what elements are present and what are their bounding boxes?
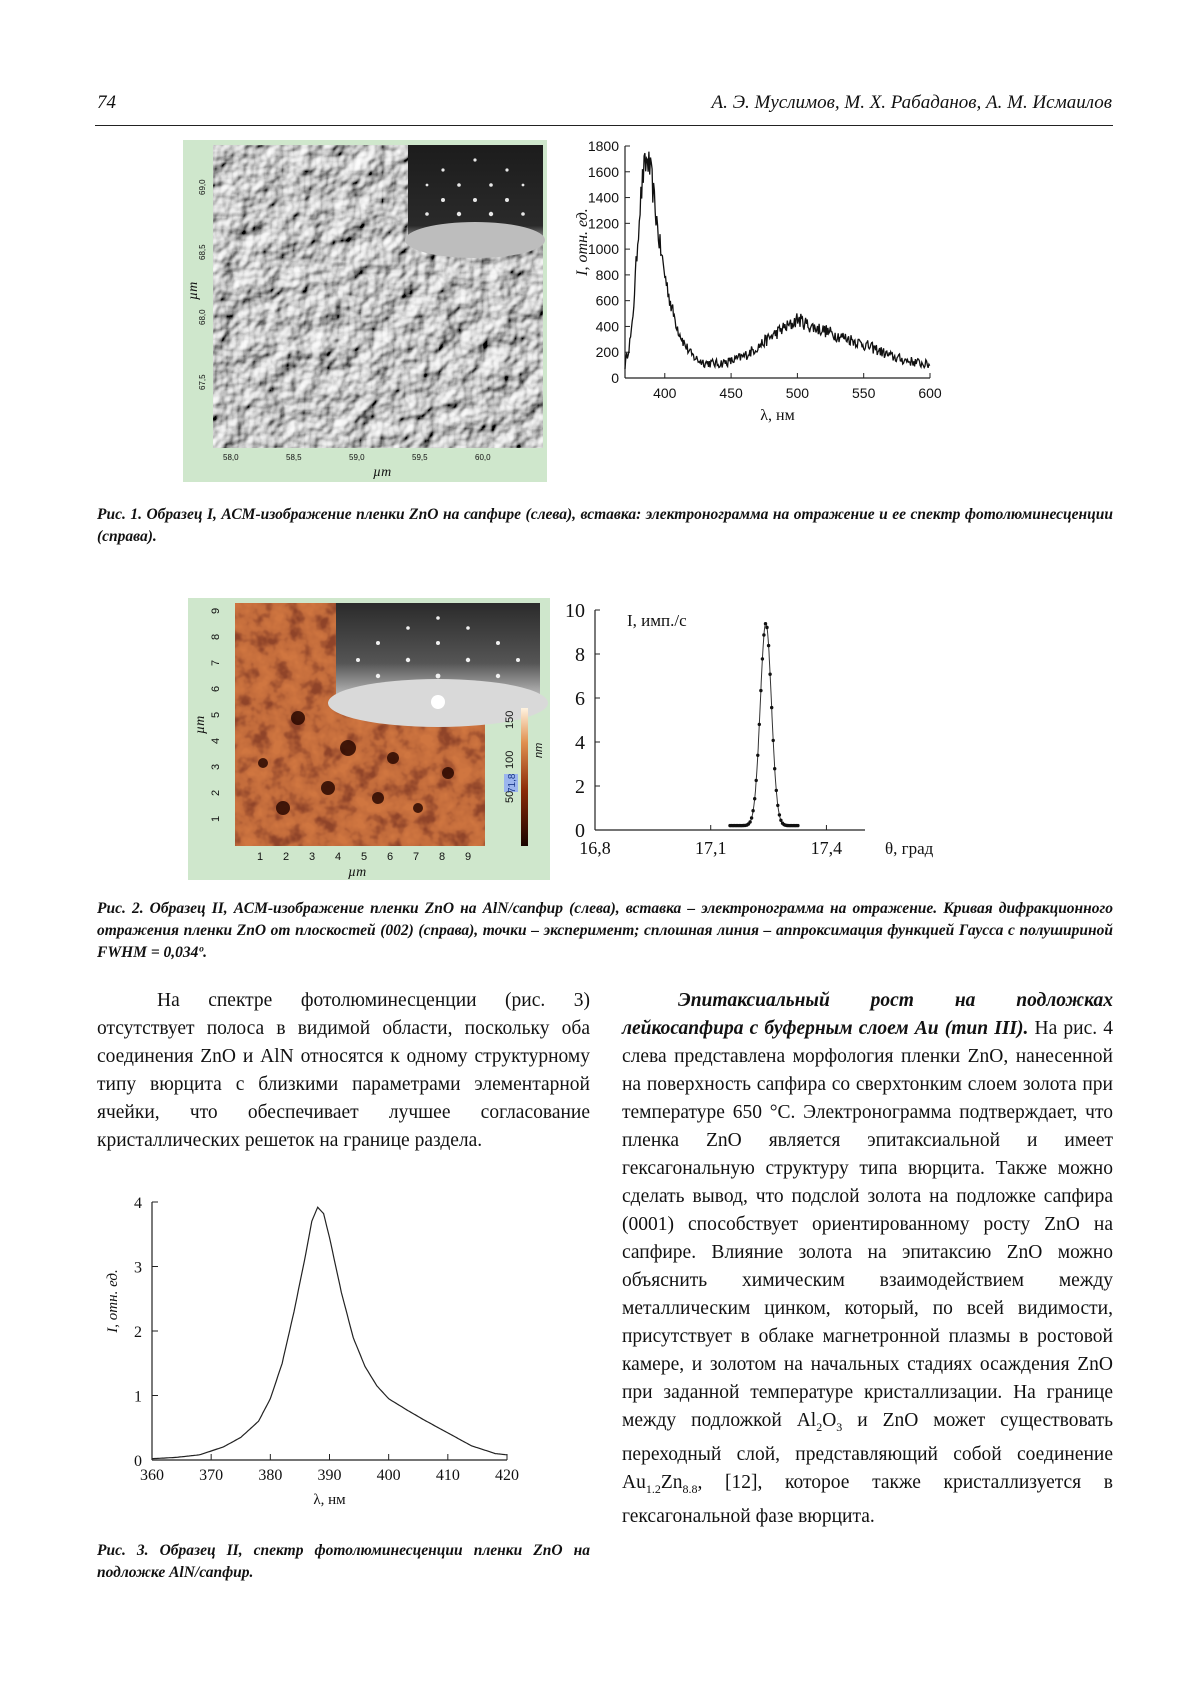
y-tick-label: 600 xyxy=(595,292,619,309)
y-tick-label: 4 xyxy=(575,732,585,754)
y-tick-label: 4 xyxy=(134,1195,142,1212)
x-tick-label: 410 xyxy=(435,1467,460,1484)
x-tick-label: 17,4 xyxy=(810,838,843,858)
data-point xyxy=(758,723,761,726)
y-tick-label: 2 xyxy=(575,776,585,798)
afm2-colorbar xyxy=(521,708,528,846)
afm1-xtick: 60,0 xyxy=(475,453,491,462)
y-tick-label: 3 xyxy=(134,1259,142,1277)
afm1-xlabel: µm xyxy=(373,465,392,480)
afm2-xtick: 6 xyxy=(387,851,394,863)
afm2-xtick: 3 xyxy=(309,851,316,863)
afm1-ytick: 68,5 xyxy=(198,244,207,260)
figure1-caption: Рис. 1. Образец I, АСМ-изображение пленки ZnO на сапфире (слева), вставка: электронограмма на отражение и ее спектр фотолюминесценции (справа). xyxy=(97,506,1113,545)
x-tick-label: 370 xyxy=(199,1467,224,1484)
left-paragraph: На спектре фотолюминесценции (рис. 3) отсутствует полоса в видимой области, поскольку оба соединения ZnO и AlN относятся к одному структурному типу вюрцита с близкими параметрами элементарной ячейки, что обеспечивает лучшее согласование кристаллических решеток на границе раздела. xyxy=(97,990,590,1151)
y-tick-label: 1200 xyxy=(587,215,619,232)
data-point xyxy=(751,809,754,812)
y-axis-label: I, имп./с xyxy=(627,611,687,630)
data-point xyxy=(773,767,776,770)
afm2-scale-tick: 100 xyxy=(504,750,516,769)
afm2-ytick: 4 xyxy=(210,737,222,744)
x-tick-label: 420 xyxy=(495,1467,519,1484)
afm2-xtick: 1 xyxy=(257,851,264,863)
figure2-caption: Рис. 2. Образец II, АСМ-изображение пленки ZnO на AlN/сапфир (слева), вставка – электронограмма на отражение. Кривая дифракционного отражения пленки ZnO от плоскостей (002) (справа), точки – эксперимент; сплошная линия – аппроксимация функцией Гаусса с полушириной FWHM = 0,034º. xyxy=(97,900,1113,961)
afm2-ytick: 1 xyxy=(210,815,222,822)
figure1-afm-panel xyxy=(183,140,547,482)
afm1-xtick: 59,5 xyxy=(412,453,428,462)
afm2-scale-highlight-value: 71,8 xyxy=(507,773,518,793)
y-tick-label: 0 xyxy=(611,370,619,386)
data-point xyxy=(748,820,751,823)
x-tick-label: 16,8 xyxy=(579,838,611,858)
afm2-ytick: 6 xyxy=(210,685,222,692)
afm2-xtick: 8 xyxy=(439,851,446,863)
data-point xyxy=(761,657,764,660)
x-axis-label: λ, нм xyxy=(313,1492,346,1508)
running-header-authors: А. Э. Муслимов, М. Х. Рабаданов, А. М. Исмаилов xyxy=(711,92,1112,113)
right-text-part-2: и ZnO может существовать переходный слой, представляющий собой соединение xyxy=(622,1410,1113,1465)
electron-diffraction-inset-2 xyxy=(328,603,548,727)
afm2-ytick: 5 xyxy=(210,711,222,718)
x-tick-label: 400 xyxy=(376,1467,401,1484)
x-tick-label: 500 xyxy=(785,385,810,401)
gaussian-fit-line xyxy=(730,623,799,825)
data-point xyxy=(762,633,765,636)
afm2-ytick: 8 xyxy=(210,633,222,640)
afm1-xtick: 58,0 xyxy=(223,453,239,462)
y-tick-label: 1800 xyxy=(587,138,619,154)
afm2-ytick: 3 xyxy=(210,763,222,770)
x-tick-label: 360 xyxy=(140,1467,164,1484)
afm1-ytick: 69,0 xyxy=(198,179,207,195)
data-point xyxy=(753,797,756,800)
afm1-ytick: 67,5 xyxy=(198,374,207,390)
electron-diffraction-inset xyxy=(405,145,545,258)
right-text-part-3: , [12], которое также кристаллизуется в гексагональной фазе вюрцита. xyxy=(622,1471,1113,1527)
formula-au-zn: $Au_{1.2}Zn_{8.8}$ xyxy=(622,1471,698,1496)
data-point xyxy=(755,779,758,782)
x-tick-label: 400 xyxy=(653,385,677,401)
x-tick-label: 380 xyxy=(258,1467,283,1484)
header-rule xyxy=(95,125,1113,126)
x-tick-label: 390 xyxy=(317,1467,342,1484)
y-axis-label: I, отн. ед. xyxy=(105,1269,121,1333)
afm1-xtick: 59,0 xyxy=(349,453,365,462)
y-tick-label: 10 xyxy=(565,600,585,622)
data-point xyxy=(767,644,770,647)
data-point xyxy=(764,622,767,625)
y-tick-label: 200 xyxy=(595,344,619,361)
data-point xyxy=(770,706,773,709)
y-tick-label: 1600 xyxy=(587,163,619,180)
data-point xyxy=(779,819,782,822)
y-tick-label: 0 xyxy=(134,1453,142,1470)
figure1-pl-spectrum-chart xyxy=(570,138,1040,468)
data-point xyxy=(776,804,779,807)
x-tick-label: 550 xyxy=(852,385,876,401)
y-tick-label: 1400 xyxy=(587,189,619,206)
x-tick-label: 600 xyxy=(918,385,942,401)
afm2-xtick: 2 xyxy=(283,851,290,863)
y-tick-label: 1 xyxy=(134,1388,142,1406)
right-paragraph xyxy=(622,987,1113,1531)
data-point xyxy=(778,813,781,816)
y-tick-label: 6 xyxy=(575,688,585,710)
y-tick-label: 2 xyxy=(134,1324,142,1341)
series-line xyxy=(152,1207,507,1459)
page-number: 74 xyxy=(97,92,116,113)
afm2-xtick: 9 xyxy=(465,851,472,863)
data-point xyxy=(759,689,762,692)
x-axis-label: θ, град xyxy=(885,839,934,858)
series-line xyxy=(625,152,930,369)
figure2-rocking-curve-chart xyxy=(555,598,1025,873)
y-tick-label: 400 xyxy=(595,318,619,335)
figure1-afm-image xyxy=(183,140,547,482)
x-tick-label: 17,1 xyxy=(694,838,727,858)
afm2-ytick: 7 xyxy=(210,659,222,666)
data-point xyxy=(768,673,771,676)
figure2-afm-image xyxy=(188,598,550,880)
data-point xyxy=(765,626,768,629)
data-point xyxy=(756,754,759,757)
y-tick-label: 800 xyxy=(595,266,619,283)
formula-al2o3: $Al_2O_3$ xyxy=(796,1410,843,1434)
data-point xyxy=(750,816,753,819)
afm2-xlabel: µm xyxy=(348,865,367,880)
figure3-caption: Рис. 3. Образец II, спектр фотолюминесценции пленки ZnO на подложке AlN/сапфир. xyxy=(97,1542,590,1581)
figure2-afm-panel xyxy=(188,598,550,880)
afm2-ytick: 9 xyxy=(210,607,222,614)
y-tick-label: 0 xyxy=(575,820,585,842)
afm1-ylabel: µm xyxy=(186,281,201,300)
afm2-scale-tick: 150 xyxy=(504,710,516,729)
section-heading: Эпитаксиальный рост на подложках лейкосапфира с буферным слоем Au (тип III). xyxy=(622,990,1113,1039)
afm1-ytick: 68,0 xyxy=(198,309,207,325)
data-point xyxy=(796,824,799,827)
data-point xyxy=(775,789,778,792)
afm1-xtick: 58,5 xyxy=(286,453,302,462)
y-tick-label: 8 xyxy=(575,644,585,666)
y-axis-label: I, отн. ед. xyxy=(574,208,591,276)
x-axis-label: λ, нм xyxy=(760,407,795,424)
afm2-scale-unit: nm xyxy=(533,742,545,758)
y-tick-label: 1000 xyxy=(587,241,619,258)
afm2-scale-tick: 50 xyxy=(504,790,516,803)
right-text-part-1: На рис. 4 слева представлена морфология пленки ZnO, нанесенной на поверхность сапфира со сверхтонким слоем золота при температуре 650 °С. Электронограмма подтверждает, что пленка ZnO является эпитаксиальной и имеет гексагональную структуру типа вюрцита. Также можно сделать вывод, что подслой золота на подложке сапфира (0001) способствует ориентированному росту ZnO на сапфире. Влияние золота на эпитаксию ZnO можно объяснить химическим взаимодействием между металлическим цинком, который, по всей видимости, присутствует в облаке магнетронной плазмы в ростовой камере, и золотом на начальных стадиях осаждения ZnO при заданной температуре кристаллизации. На границе между подложкой xyxy=(622,1018,1113,1431)
afm2-ytick: 2 xyxy=(210,789,222,796)
afm2-ylabel: µm xyxy=(193,715,208,734)
afm2-xtick: 7 xyxy=(413,851,420,863)
figure3-pl-spectrum-chart xyxy=(97,1190,527,1520)
afm2-xtick: 4 xyxy=(335,851,342,863)
afm2-xtick: 5 xyxy=(361,851,368,863)
x-tick-label: 450 xyxy=(719,385,743,401)
data-point xyxy=(772,739,775,742)
